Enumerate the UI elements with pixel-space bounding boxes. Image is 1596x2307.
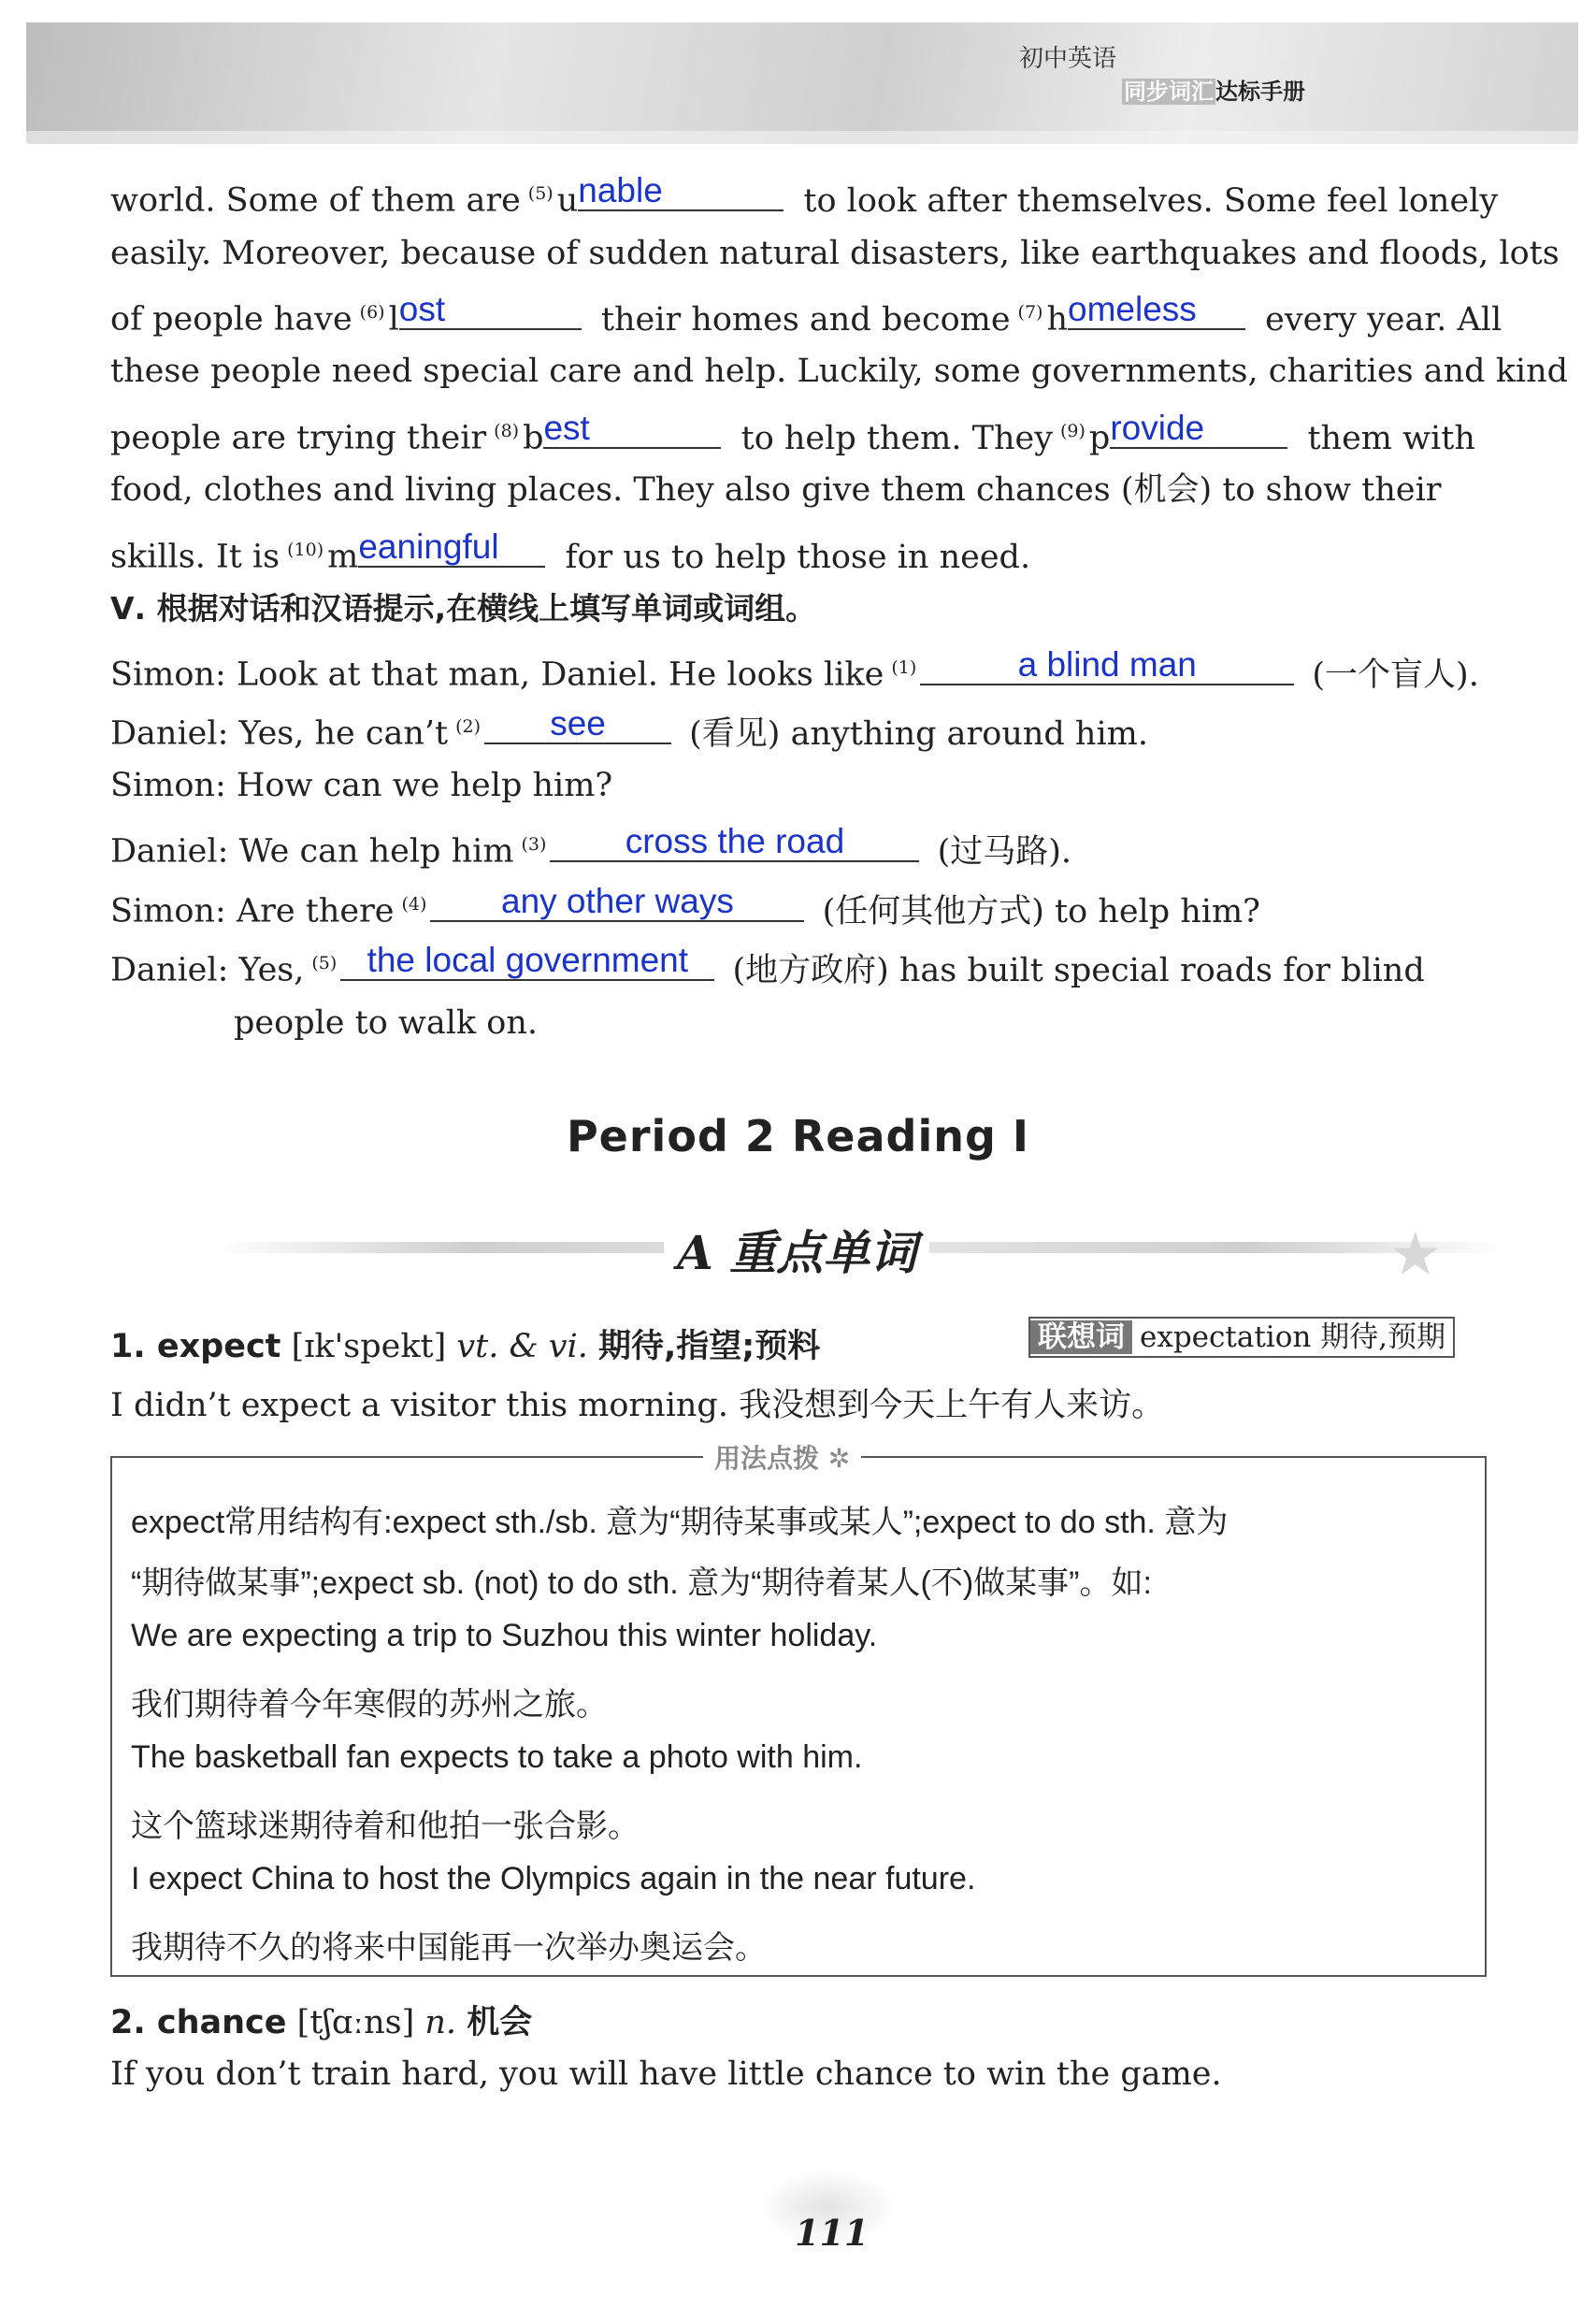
blank-number: (3) [521,834,547,855]
answer-blank-5[interactable] [578,170,784,211]
entry-phonetic: [ɪk'spekt] [291,1328,447,1365]
page-number: 111 [795,2212,870,2254]
passage-line-5 [110,409,1475,461]
period-title: Period 2 Reading I [566,1111,1030,1161]
usage-line: We are expecting a trip to Suzhou this winter holiday. [131,1618,878,1653]
text: to look after themselves. Some feel lonely [803,181,1499,220]
text: (看见) anything around him. [689,714,1148,753]
vocab-entry-chance [110,1997,532,2043]
dialogue-line-2 [110,704,1148,757]
text: (地方政府) has built special roads for blind [732,951,1425,989]
entry-headword: 1. expect [110,1328,281,1365]
header-subtitle [1122,73,1305,106]
blank-number: (9) [1060,421,1086,441]
text: people are trying their [110,419,487,457]
header-stripe [26,131,1578,144]
section-v-heading: Ⅴ. 根据对话和汉语提示,在横线上填写单词或词组。 [110,590,817,627]
answer-text: see [550,703,606,743]
answer-blank-6[interactable] [398,289,582,330]
page-header [26,22,1578,144]
answer-prefix: u [556,181,579,220]
text: (任何其他方式) to help him? [822,892,1260,930]
section-banner-label: A 重点单词 [664,1216,929,1283]
answer-blank-8[interactable] [543,408,721,449]
answer-text: rovide [1110,408,1205,447]
blank-number: (6) [359,302,385,323]
answer-prefix: h [1046,300,1069,339]
entry-meaning: 期待,指望;预料 [598,1328,821,1365]
vocab-entry-expect [110,1320,820,1367]
text: (过马路). [937,832,1072,871]
dialogue-line-5 [110,882,1260,934]
passage-line-1 [110,171,1498,223]
speaker: Simon: [110,767,226,804]
text: skills. It is [110,538,280,576]
answer-text: est [543,408,590,447]
entry-meaning: 机会 [467,2004,533,2041]
answer-text: a blind man [1017,644,1197,684]
text: to help them. They [740,419,1053,457]
text: How can we help him? [236,767,613,804]
header-title: 初中英语 [1019,45,1117,73]
text: of people have [110,300,352,339]
snowflake-icon: ✲ [827,1443,851,1474]
text: their homes and become [600,300,1011,339]
entry-example: I didn’t expect a visitor this morning. 我没想到今天上午有人来访。 [110,1387,1165,1424]
usage-box-title [703,1438,861,1476]
usage-line: “期待做某事”;expect sb. (not) to do sth. 意为“期待着某人(不)做某事”。如: [131,1565,1152,1601]
text: Look at that man, Daniel. He looks like [236,656,884,694]
dialogue-blank-2[interactable] [484,703,671,744]
passage-line-2: easily. Moreover, because of sudden natural disasters, like earthquakes and floods, lots [110,235,1560,272]
header-subtitle-highlight: 同步词汇 [1124,79,1214,105]
dialogue-blank-3[interactable] [550,821,919,862]
answer-blank-7[interactable] [1068,289,1245,330]
entry-pos: n. [424,2004,457,2041]
entry-pos: vt. & vi. [456,1328,588,1365]
answer-prefix: b [523,419,544,457]
usage-title-text: 用法点拨 [714,1443,820,1474]
speaker: Simon: [110,892,226,930]
entry-phonetic: [tʃɑːns] [296,2004,415,2041]
usage-line: 我期待不久的将来中国能再一次举办奥运会。 [131,1930,767,1966]
usage-line: The basketball fan expects to take a photo with him. [131,1739,863,1775]
usage-line: I expect China to host the Olympics again in the near future. [131,1861,976,1896]
answer-text: eaningful [358,526,499,566]
text: Are there [236,892,395,930]
text: We can help him [238,832,514,871]
text: them with [1307,419,1475,457]
blank-number: (10) [287,540,324,560]
passage-line-3 [110,290,1502,342]
usage-line: 这个篮球迷期待着和他拍一张合影。 [131,1809,640,1844]
related-word-tag [1028,1317,1455,1358]
blank-number: (5) [311,953,338,973]
dialogue-line-6 [110,941,1425,993]
related-word-label: 联想词 [1030,1320,1132,1354]
answer-text: nable [578,170,663,209]
answer-text: any other ways [501,881,734,920]
answer-prefix: m [327,538,359,576]
blank-number: (5) [527,183,554,204]
dialogue-line-1 [110,645,1479,698]
blank-number: (7) [1017,302,1043,323]
answer-text: omeless [1068,289,1197,328]
passage-line-6: food, clothes and living places. They also give them chances (机会) to show their [110,471,1442,509]
related-word-text: expectation 期待,预期 [1140,1320,1446,1354]
text: (一个盲人). [1312,656,1479,694]
text: for us to help those in need. [565,538,1031,576]
answer-prefix: l [388,300,399,339]
usage-line: expect常用结构有:expect sth./sb. 意为“期待某事或某人”;expect to do sth. 意为 [131,1505,1229,1540]
speaker: Daniel: [110,951,229,989]
blank-number: (2) [455,716,482,737]
dialogue-blank-5[interactable] [340,940,714,981]
blank-number: (1) [891,657,917,678]
answer-blank-9[interactable] [1110,408,1287,449]
speaker: Daniel: [110,714,229,753]
entry-example: If you don’t train hard, you will have little chance to win the game. [110,2055,1222,2093]
dialogue-line-6-cont: people to walk on. [234,1004,538,1042]
dialogue-blank-1[interactable] [920,644,1294,685]
blank-number: (4) [401,894,427,915]
entry-headword: 2. chance [110,2004,287,2041]
section-banner [215,1216,1505,1280]
speaker: Daniel: [110,832,229,871]
passage-line-4: these people need special care and help. Luckily, some governments, charities and kind [110,353,1569,390]
answer-prefix: p [1088,419,1111,457]
header-subtitle-rest: 达标手册 [1215,79,1305,105]
text: world. Some of them are [110,181,521,220]
text: Yes, he can’t [238,714,449,753]
dialogue-line-3 [110,763,612,808]
star-icon: ★ [1388,1220,1443,1290]
answer-text: cross the road [625,821,845,860]
usage-line: 我们期待着今年寒假的苏州之旅。 [131,1687,608,1723]
text: Yes, [238,951,305,989]
dialogue-blank-4[interactable] [430,881,804,922]
answer-text: the local government [367,940,689,979]
answer-text: ost [398,289,446,328]
answer-blank-10[interactable] [358,526,545,568]
speaker: Simon: [110,656,226,694]
passage-line-7 [110,527,1030,580]
dialogue-line-4 [110,822,1071,874]
blank-number: (8) [494,421,520,441]
text: every year. All [1265,300,1503,339]
